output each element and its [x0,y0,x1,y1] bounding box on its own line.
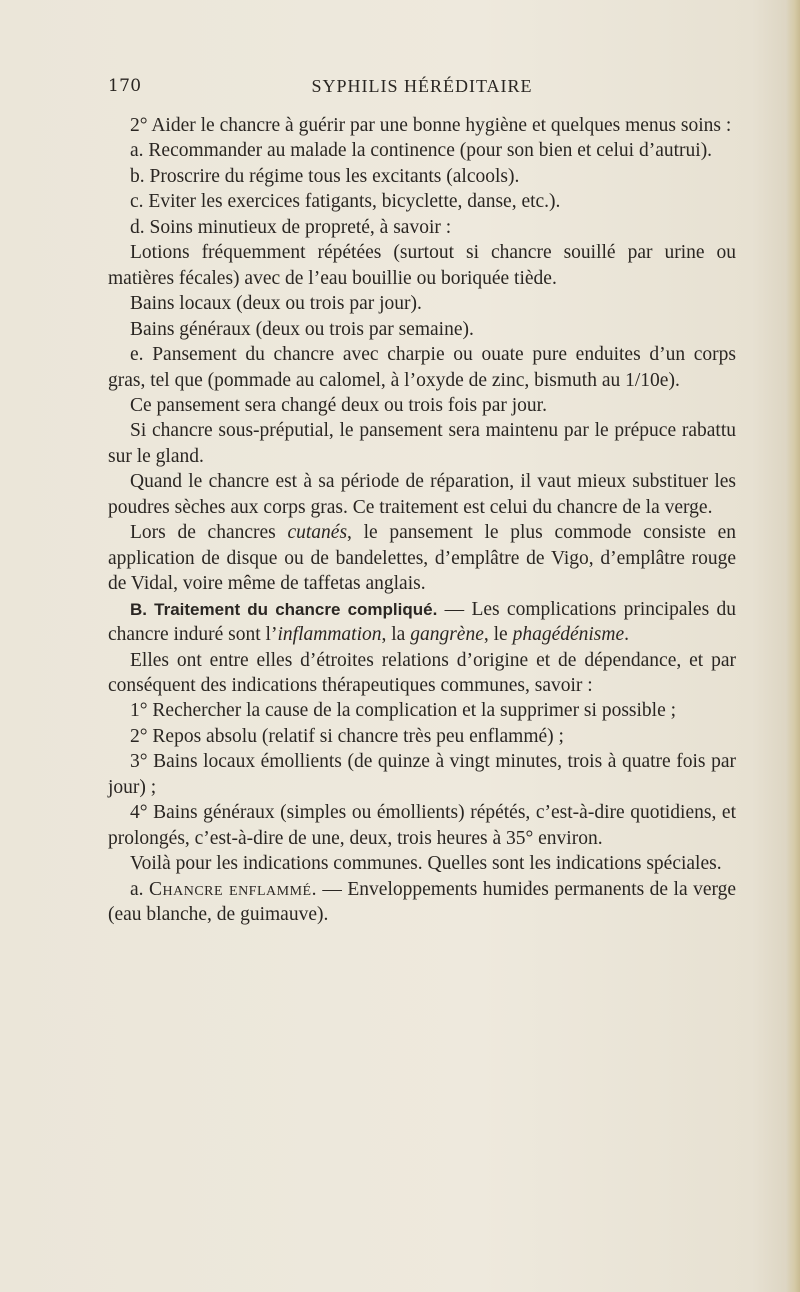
paragraph: a. Recommander au malade la continence (pour son bien et celui d’autrui). [130,140,713,162]
paragraph [108,877,736,928]
paragraph: Bains généraux (deux ou trois par semaine). [130,318,474,340]
paragraph: Lotions fréquemment répétées (surtout si chancre souillé par urine ou matières fécales) avec de l’eau bouillie ou boriquée tiède. [108,242,736,289]
paragraph: 2° Repos absolu (relatif si chancre très peu enflammé) ; [130,725,564,747]
page-number: 170 [108,76,142,96]
paragraph [108,597,736,648]
text-run: , le [483,624,513,646]
text-run: — Les complications principales du chancre induré sont l’ [108,598,736,646]
text-run: Lors de chancres [130,522,288,544]
text-run: — Enveloppements humides permanents de la verge (eau blanche, de guimauve). [108,878,737,926]
text-run: , le pansement le plus commode consiste en application de disque ou de bandelettes, d’emplâtre de Vigo, d’emplâtre rouge de Vidal, voire même de taffetas anglais. [108,522,736,595]
text-run: , la [381,624,411,646]
paragraph: Ce pansement sera changé deux ou trois fois par jour. [130,394,547,416]
paragraph: Elles ont entre elles d’étroites relations d’origine et de dépendance, et par conséquent des indications thérapeutiques communes, savoir : [108,649,736,696]
paragraph: 1° Rechercher la cause de la complication et la supprimer si possible ; [130,700,677,722]
italic-term: inflammation [277,624,382,646]
text-run: . [624,624,629,646]
paragraph: Bains locaux (deux ou trois par jour). [130,293,422,315]
paragraph: d. Soins minutieux de propreté, à savoir : [130,216,452,238]
paragraph: Voilà pour les indications communes. Quelles sont les indications spéciales. [130,853,722,875]
running-title: SYPHILIS HÉRÉDITAIRE [311,76,533,96]
italic-term: phagédénisme [512,624,625,646]
paragraph: 3° Bains locaux émollients (de quinze à vingt minutes, trois à quatre fois par jour) ; [108,751,736,798]
paragraph: e. Pansement du chancre avec charpie ou ouate pure enduites d’un corps gras, tel que (pommade au calomel, à l’oxyde de zinc, bismuth au 1/10e). [108,344,736,391]
paragraph: 2° Aider le chancre à guérir par une bonne hygiène et quelques menus soins : [130,115,732,136]
paragraph: b. Proscrire du régime tous les excitants (alcools). [130,165,520,187]
italic-term: gangrène [410,624,484,646]
body-text [108,113,736,928]
page-edge [786,0,800,1292]
italic-term: cutanés [287,522,348,544]
text-run: a. [130,878,149,900]
paragraph: Quand le chancre est à sa période de réparation, il vaut mieux substituer les poudres sèches aux corps gras. Ce traitement est celui du chancre de la verge. [108,471,736,518]
paragraph: Si chancre sous-préputial, le pansement sera maintenu par le prépuce rabattu sur le gland. [108,420,736,467]
paragraph: 4° Bains généraux (simples ou émollients) répétés, c’est-à-dire quotidiens, et prolongés, c’est-à-dire de une, deux, trois heures à 35° environ. [108,802,736,849]
section-heading: B. Traitement du chancre compliqué. [130,599,438,619]
paragraph: c. Eviter les exercices fatigants, bicyclette, danse, etc.). [130,191,561,213]
paragraph [108,520,736,596]
running-head [108,76,736,102]
small-caps-term: Chancre enflammé. [149,878,317,900]
